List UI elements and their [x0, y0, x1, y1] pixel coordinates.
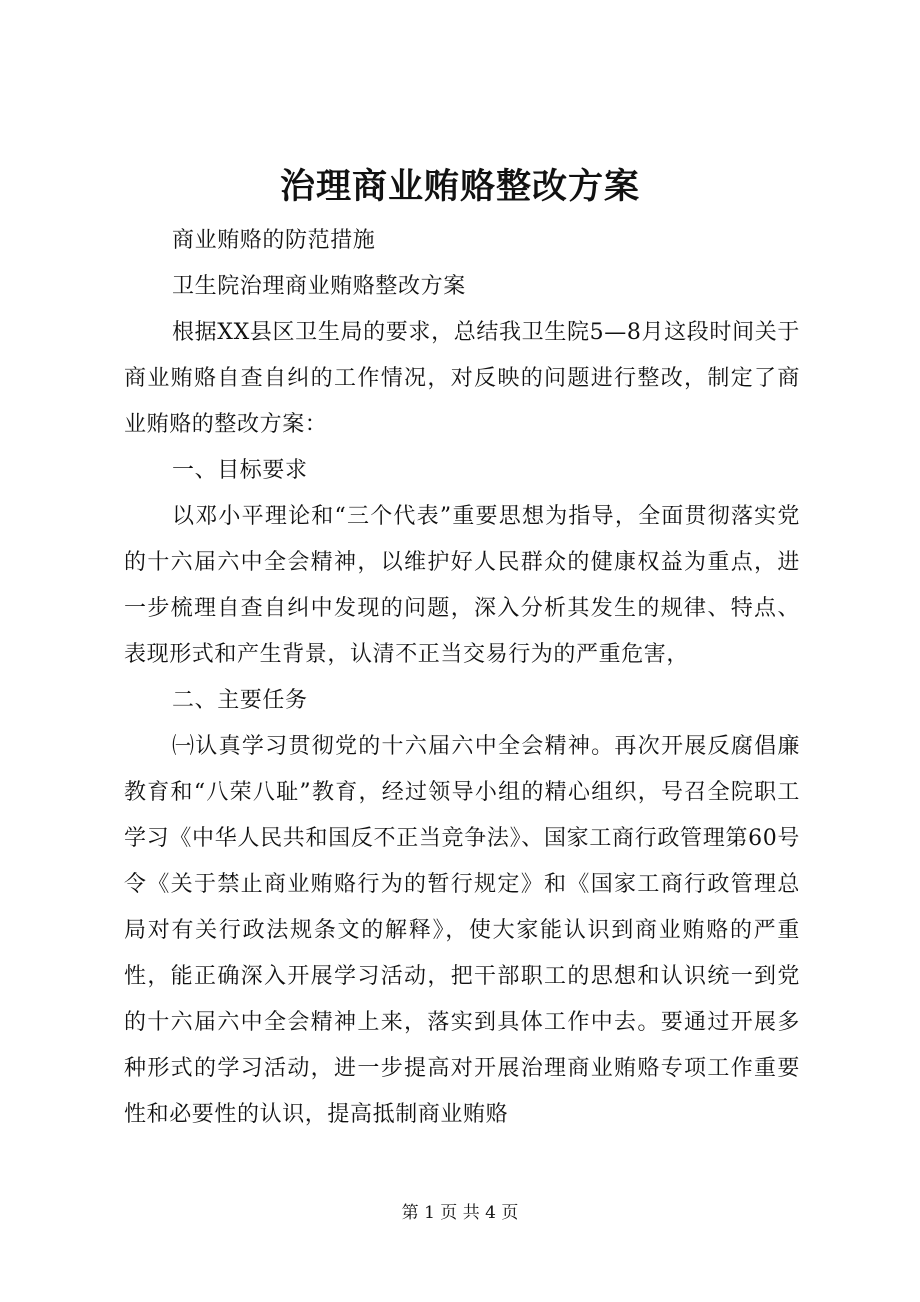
section-heading-goals: 一、目标要求 — [172, 458, 308, 483]
paragraph-subheading: 商业贿赂的防范措施 — [172, 228, 376, 253]
page-indicator: 第 1 页 共 4 页 — [401, 1203, 519, 1223]
paragraph-intro: 根据XX县区卫生局的要求，总结我卫生院5—8月这段时间关于商业贿赂自查自纠的工作情况，对反映的问题进行整改，制定了商业贿赂的整改方案： — [124, 320, 800, 437]
paragraph-goals: 以邓小平理论和“三个代表”重要思想为指导，全面贯彻落实党的十六届六中全会精神，以维护好人民群众的健康权益为重点，进一步梳理自查自纠中发现的问题，深入分析其发生的规律、特点、表现形式和产生背景，认清不正当交易行为的严重危害， — [124, 504, 800, 667]
section-heading-tasks: 二、主要任务 — [172, 688, 308, 713]
paragraph-task-one: ㈠认真学习贯彻党的十六届六中全会精神。再次开展反腐倡廉教育和“八荣八耻”教育，经过领导小组的精心组织，号召全院职工学习《中华人民共和国反不正当竞争法》、国家工商行政管理第60号令《关于禁止商业贿赂行为的暂行规定》和《国家工商行政管理总局对有关行政法规条文的解释》，使大家能认识到商业贿赂的严重性，能正确深入开展学习活动，把干部职工的思想和认识统一到党的十六届六中全会精神上来，落实到具体工作中去。要通过开展多种形式的学习活动，进一步提高对开展治理商业贿赂专项工作重要性和必要性的认识，提高抵制商业贿赂 — [124, 734, 800, 1127]
paragraph-plan-title: 卫生院治理商业贿赂整改方案 — [172, 274, 466, 299]
document-body — [124, 218, 800, 1138]
document-title: 治理商业贿赂整改方案 — [279, 166, 640, 207]
